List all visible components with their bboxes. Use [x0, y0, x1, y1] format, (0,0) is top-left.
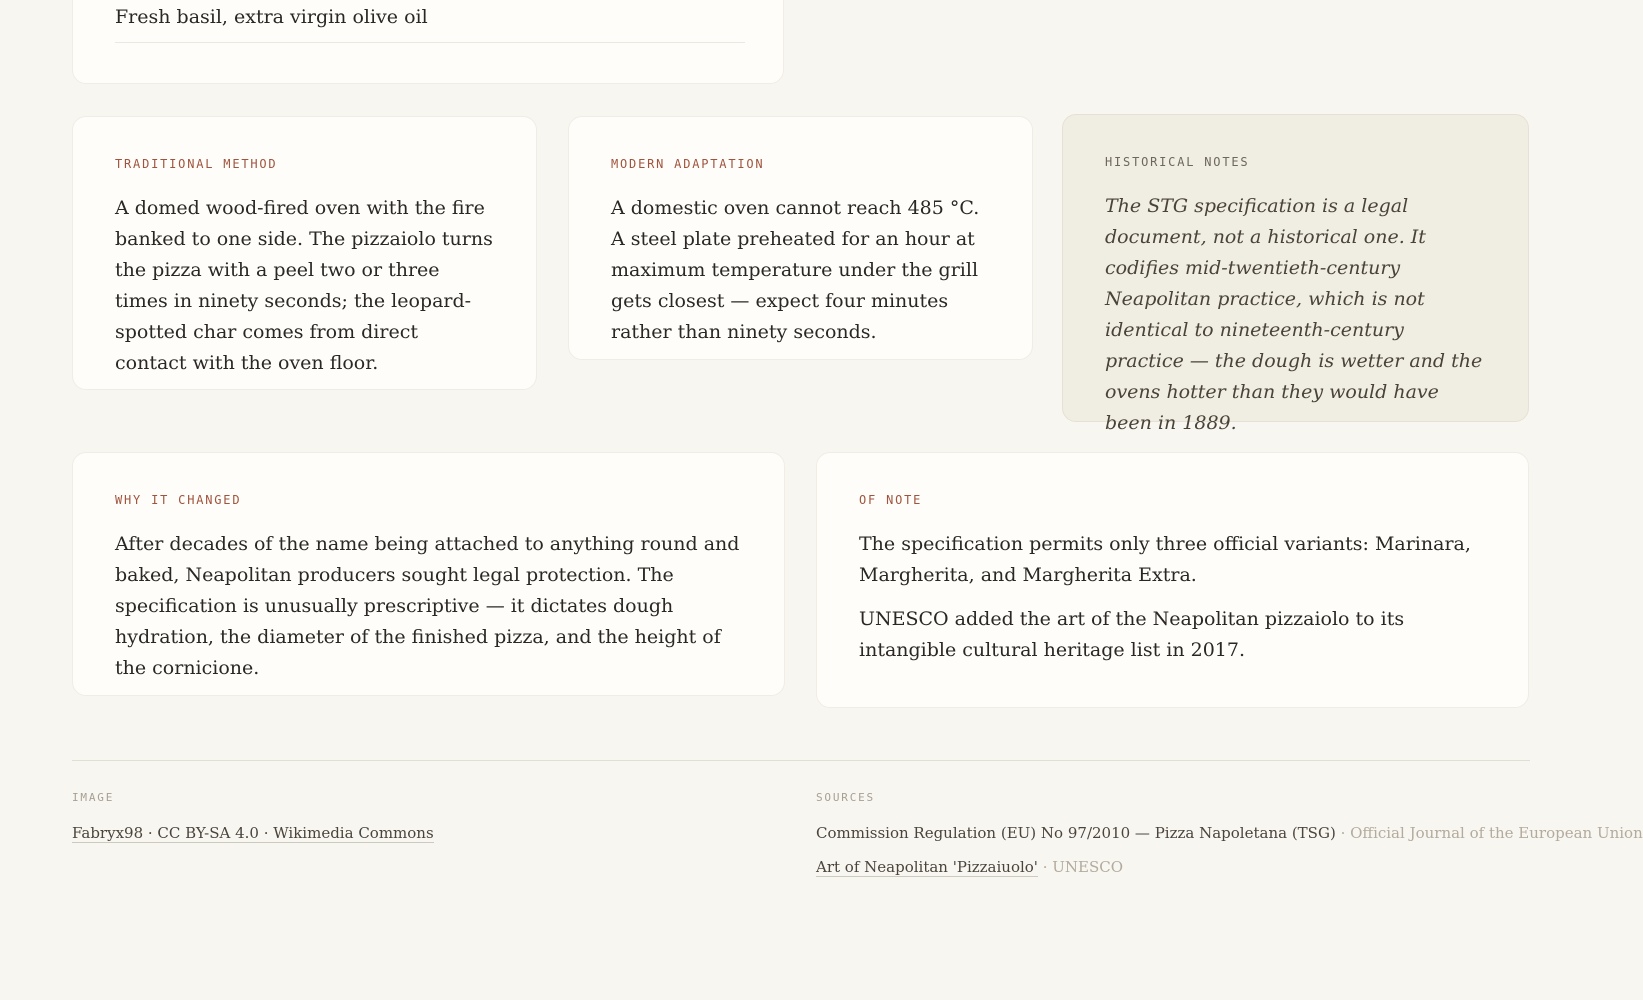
ingredient-line: Fresh basil, extra virgin olive oil: [115, 6, 428, 28]
source-link[interactable]: Art of Neapolitan 'Pizzaiuolo': [816, 858, 1038, 876]
source-item: [816, 856, 1123, 878]
card-label: OF NOTE: [859, 493, 923, 507]
card-label: WHY IT CHANGED: [115, 493, 242, 507]
image-credit-link[interactable]: Fabryx98 · CC BY-SA 4.0 · Wikimedia Commons: [72, 824, 434, 842]
card-body: The STG specification is a legal document, not a historical one. It codifies mid-twentieth-century Neapolitan practice, which is not identical to nineteenth-century practice — the dough is wetter and the ovens hotter than they would have been in 1889.: [1105, 195, 1483, 434]
source-item: [816, 822, 1643, 844]
why-it-changed-card: [72, 452, 785, 696]
image-credit: [72, 822, 434, 844]
source-publisher: Official Journal of the European Union: [1350, 824, 1643, 842]
footer-divider: [72, 760, 1530, 761]
card-label: MODERN ADAPTATION: [611, 157, 765, 171]
source-separator: ·: [1037, 858, 1053, 876]
card-body: A domed wood-fired oven with the fire banked to one side. The pizzaiolo turns the pizza with a peel two or three times in ninety seconds; the leopard-spotted char comes from direct contact with the oven floor.: [115, 197, 493, 374]
card-label: TRADITIONAL METHOD: [115, 157, 278, 171]
source-publisher: UNESCO: [1052, 858, 1124, 876]
divider: [115, 42, 745, 43]
historical-notes-card: [1062, 114, 1529, 434]
image-credit-label: IMAGE: [72, 791, 115, 804]
source-separator: ·: [1335, 824, 1351, 842]
modern-adaptation-card: [568, 116, 1033, 360]
card-body: A domestic oven cannot reach 485 °C. A steel plate preheated for an hour at maximum temperature under the grill gets closest — expect four minutes rather than ninety seconds.: [611, 197, 980, 343]
note-paragraph: UNESCO added the art of the Neapolitan pizzaiolo to its intangible cultural heritage list in 2017.: [859, 608, 1405, 661]
source-title: Commission Regulation (EU) No 97/2010 — Pizza Napoletana (TSG): [816, 824, 1336, 842]
sources-label: SOURCES: [816, 791, 875, 804]
card-body: After decades of the name being attached to anything round and baked, Neapolitan producers sought legal protection. The specification is unusually prescriptive — it dictates dough hydration, the diameter of the finished pizza, and the height of the cornicione.: [115, 533, 740, 679]
note-paragraph: The specification permits only three official variants: Marinara, Margherita, and Margherita Extra.: [859, 533, 1471, 586]
traditional-method-card: [72, 116, 537, 390]
card-label: HISTORICAL NOTES: [1105, 155, 1250, 169]
ingredients-card: [72, 0, 784, 84]
of-note-card: [816, 452, 1529, 708]
